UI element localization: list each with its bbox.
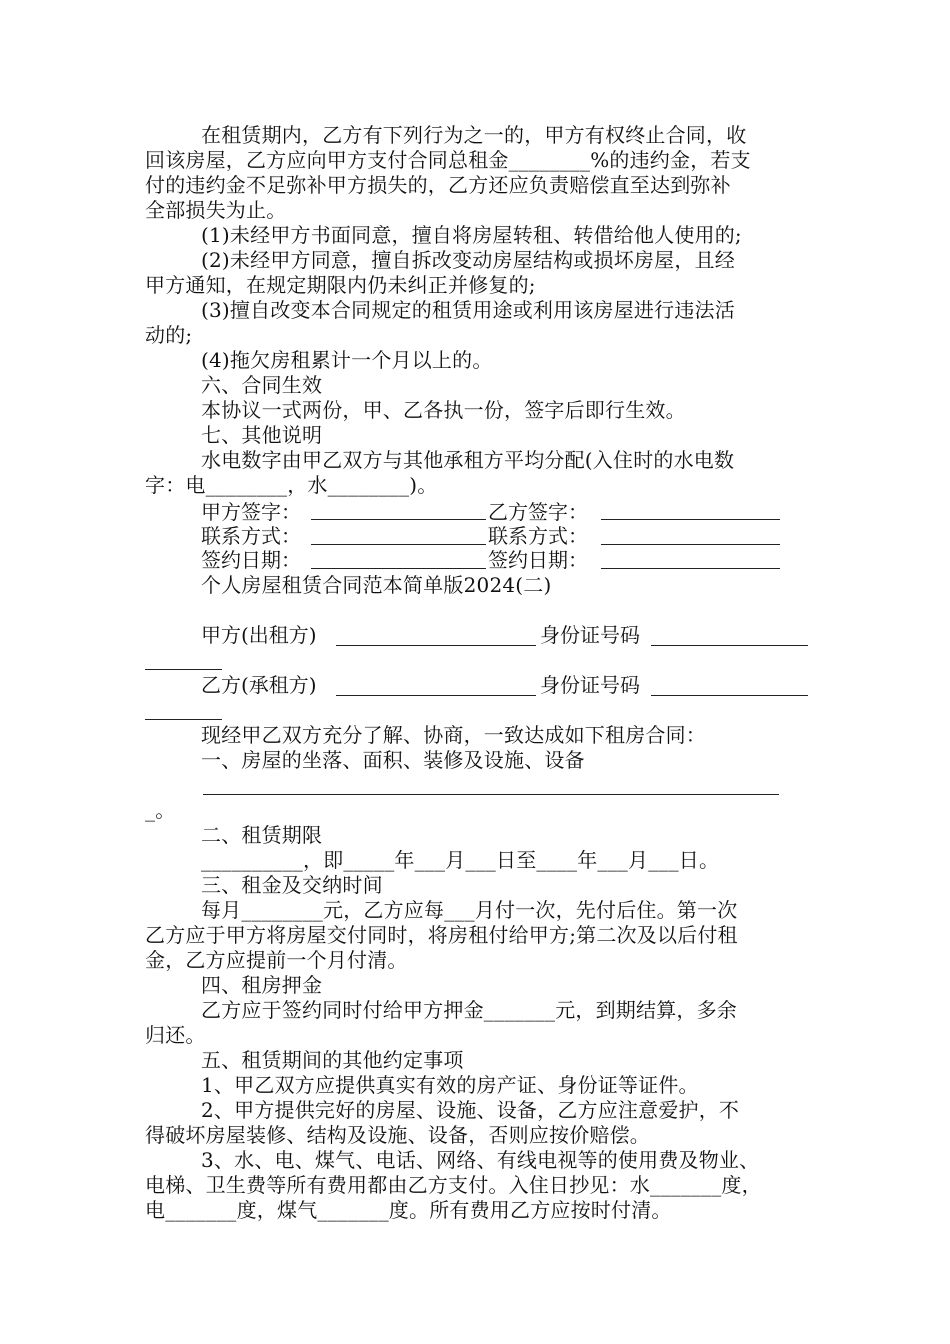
paragraph-line: 在租赁期内，乙方有下列行为之一的，甲方有权终止合同，收 xyxy=(201,123,747,147)
clause-line: 3、水、电、煤气、电话、网络、有线电视等的使用费及物业、 xyxy=(201,1148,760,1172)
paragraph-line: 乙方应于甲方将房屋交付同时，将房租付给甲方;第二次及以后付租 xyxy=(145,923,738,947)
party-a-date-line xyxy=(311,568,486,569)
paragraph-line: 乙方应于签约同时付给甲方押金_______元，到期结算，多余 xyxy=(201,998,737,1022)
clause-line: 2、甲方提供完好的房屋、设施、设备，乙方应注意爱护，不 xyxy=(201,1098,740,1122)
location-fill-line xyxy=(203,794,779,795)
party-b-contact-label: 联系方式： xyxy=(488,524,588,548)
section-heading: 二、租赁期限 xyxy=(201,823,323,847)
party-b-signature-line xyxy=(601,519,780,520)
section-heading: 五、租赁期间的其他约定事项 xyxy=(201,1048,464,1072)
party-a-date-label: 签约日期： xyxy=(201,548,301,572)
party-a-name-line xyxy=(336,645,536,646)
section-heading: 七、其他说明 xyxy=(201,423,323,447)
paragraph-line: 金，乙方应提前一个月付清。 xyxy=(145,948,408,972)
party-a-signature-line xyxy=(311,519,486,520)
intro-line: 现经甲乙双方充分了解、协商，一致达成如下租房合同： xyxy=(201,723,706,747)
clause-line: 得破坏房屋装修、结构及设施、设备，否则应按价赔偿。 xyxy=(145,1123,650,1147)
paragraph-line: 本协议一式两份，甲、乙各执一份，签字后即行生效。 xyxy=(201,398,686,422)
location-fill-end: _。 xyxy=(145,798,176,822)
clause-item-4: (4)拖欠房租累计一个月以上的。 xyxy=(201,348,493,372)
clause-line: 电_______度，煤气_______度。所有费用乙方应按时付清。 xyxy=(145,1198,672,1222)
paragraph-line: __________，即_____年___月___日至____年___月___日。 xyxy=(201,848,720,872)
paragraph-line: 字：电________，水________)。 xyxy=(145,473,438,497)
paragraph-line: 水电数字由甲乙双方与其他承租方平均分配(入住时的水电数 xyxy=(201,448,735,472)
party-b-id-label: 身份证号码 xyxy=(540,673,640,697)
clause-item-2-cont: 甲方通知，在规定期限内仍未纠正并修复的; xyxy=(145,273,536,297)
paragraph-line: 回该房屋，乙方应向甲方支付合同总租金________%的违约金，若支 xyxy=(145,148,751,172)
party-a-contact-line xyxy=(311,544,486,545)
section-heading: 一、房屋的坐落、面积、装修及设施、设备 xyxy=(201,748,585,772)
paragraph-line: 付的违约金不足弥补甲方损失的，乙方还应负责赔偿直至达到弥补 xyxy=(145,173,731,197)
clause-item-1: (1)未经甲方书面同意，擅自将房屋转租、转借给他人使用的; xyxy=(201,223,742,247)
party-b-date-label: 签约日期： xyxy=(488,548,588,572)
clause-item-2: (2)未经甲方同意，擅自拆改变动房屋结构或损坏房屋，且经 xyxy=(201,248,735,272)
party-a-label: 甲方(出租方) xyxy=(201,623,317,647)
paragraph-line: 每月________元，乙方应每___月付一次，先付后住。第一次 xyxy=(201,898,738,922)
section-heading: 六、合同生效 xyxy=(201,373,323,397)
document-subtitle: 个人房屋租赁合同范本简单版2024(二) xyxy=(201,573,552,597)
party-b-label: 乙方(承租方) xyxy=(201,673,317,697)
party-a-signature-label: 甲方签字： xyxy=(201,500,301,524)
party-b-signature-label: 乙方签字： xyxy=(488,500,588,524)
section-heading: 三、租金及交纳时间 xyxy=(201,873,383,897)
paragraph-line: 全部损失为止。 xyxy=(145,198,287,222)
section-heading: 四、租房押金 xyxy=(201,973,323,997)
clause-item-3-cont: 动的; xyxy=(145,323,193,347)
party-a-id-line-cont xyxy=(145,669,222,670)
party-b-name-line xyxy=(336,695,536,696)
party-b-id-line xyxy=(651,695,808,696)
clause-item-3: (3)擅自改变本合同规定的租赁用途或利用该房屋进行违法活 xyxy=(201,298,735,322)
clause-line: 1、甲乙双方应提供真实有效的房产证、身份证等证件。 xyxy=(201,1073,699,1097)
party-a-id-label: 身份证号码 xyxy=(540,623,640,647)
clause-line: 电梯、卫生费等所有费用都由乙方支付。入住日抄见：水_______度， xyxy=(145,1173,762,1197)
party-b-date-line xyxy=(601,568,780,569)
paragraph-line: 归还。 xyxy=(145,1023,206,1047)
party-a-id-line xyxy=(651,645,808,646)
party-a-contact-label: 联系方式： xyxy=(201,524,301,548)
party-b-contact-line xyxy=(601,544,780,545)
party-b-id-line-cont xyxy=(145,719,222,720)
